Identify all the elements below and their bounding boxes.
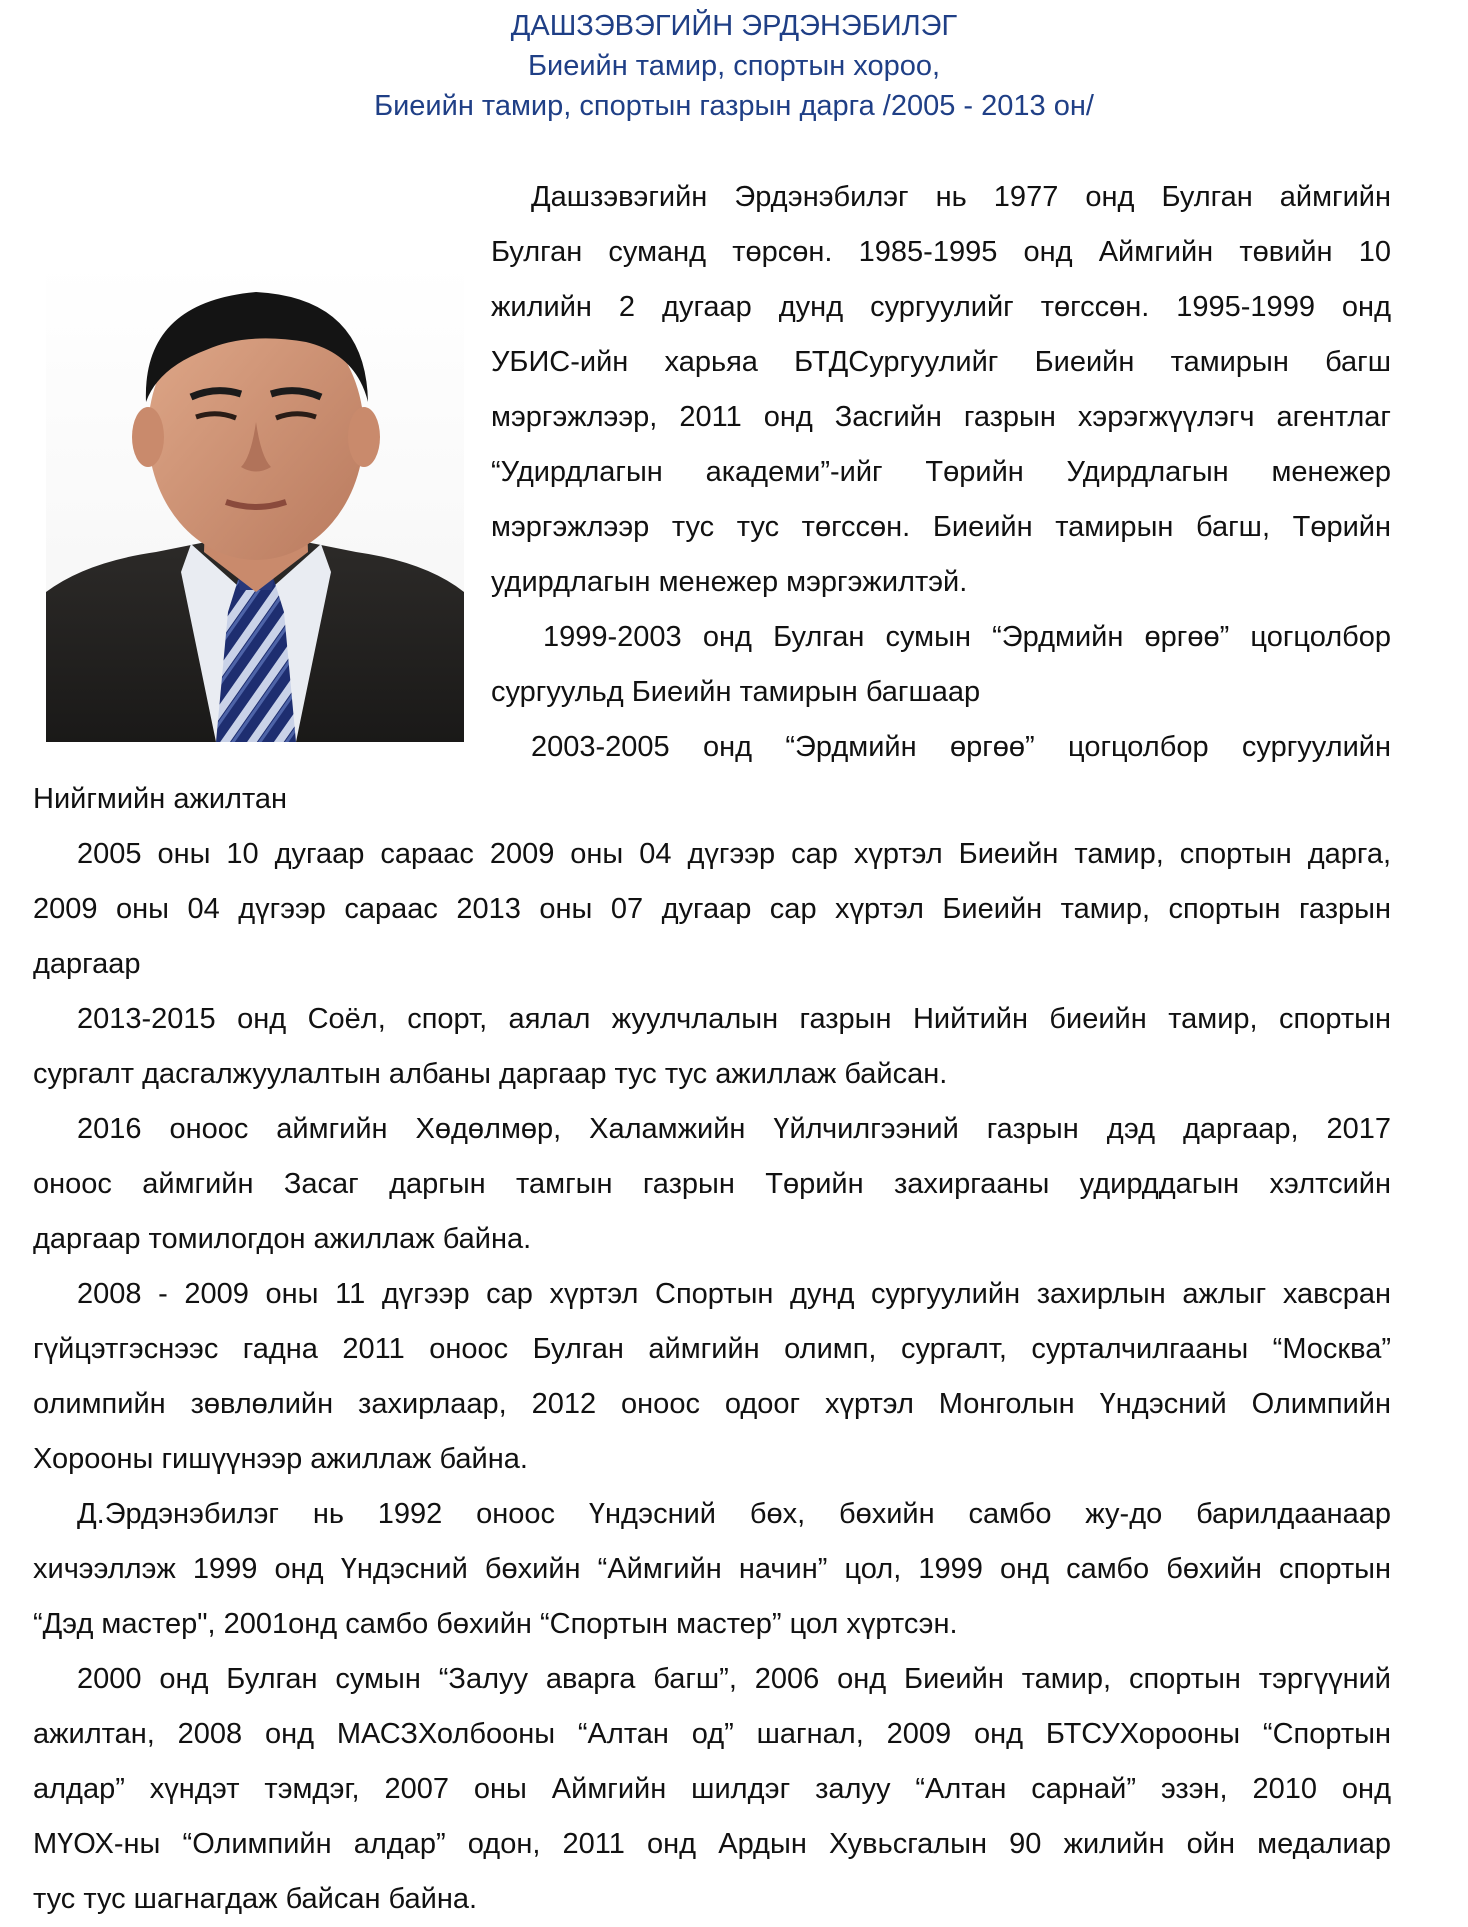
text-line: оноос аймгийн Засаг даргын тамгын газрын Төрийн захиргааны удирддагын хэлтсийн xyxy=(33,1168,1391,1200)
paragraph-olympic xyxy=(33,1267,1391,1487)
paragraph-wrestling xyxy=(33,1487,1391,1652)
text-line: “Удирдлагын академи”-ийг Төрийн Удирдлагын менежер xyxy=(491,456,1391,488)
paragraph-culture-sport xyxy=(33,992,1391,1102)
text-line: УБИС-ийн харьяа БТДСургуулийг Биеийн тамирын багш xyxy=(491,346,1391,378)
organization-title: Биеийн тамир, спортын хороо, xyxy=(527,50,941,82)
text-line: “Дэд мастер", 2001онд самбо бөхийн “Спортын мастер” цол хүртсэн. xyxy=(33,1608,958,1640)
paragraph-birth-education xyxy=(491,170,1391,610)
text-line: 2003-2005 онд “Эрдмийн өргөө” цогцолбор сургуулийн xyxy=(531,731,1391,763)
text-line: сургуульд Биеийн тамирын багшаар xyxy=(491,676,981,708)
text-line: 2009 оны 04 дүгээр сараас 2013 оны 07 дугаар сар хүртэл Биеийн тамир, спортын газрын xyxy=(33,893,1391,925)
text-line: ажилтан, 2008 онд МАСЗХолбооны “Алтан од” шагнал, 2009 онд БТСУХорооны “Спортын xyxy=(33,1718,1391,1750)
text-line: удирдлагын менежер мэргэжилтэй. xyxy=(491,566,968,598)
text-line: Булган суманд төрсөн. 1985-1995 онд Аймгийн төвийн 10 xyxy=(491,236,1391,268)
portrait-photo xyxy=(46,262,464,742)
text-line: Дашзэвэгийн Эрдэнэбилэг нь 1977 онд Булган аймгийн xyxy=(531,181,1391,213)
person-name: ДАШЗЭВЭГИЙН ЭРДЭНЭБИЛЭГ xyxy=(510,10,958,42)
paragraph-teacher xyxy=(491,610,1391,720)
paragraph-director xyxy=(33,827,1391,992)
text-line: хичээллэж 1999 онд Үндэсний бөхийн “Аймгийн начин” цол, 1999 онд самбо бөхийн спортын xyxy=(33,1553,1391,1585)
text-line: 2000 онд Булган сумын “Залуу аварга багш”, 2006 онд Биеийн тамир, спортын тэргүүний xyxy=(77,1663,1391,1695)
text-line: олимпийн зөвлөлийн захирлаар, 2012 оноос одоог хүртэл Монголын Үндэсний Олимпийн xyxy=(33,1388,1391,1420)
text-line: жилийн 2 дугаар дунд сургуулийг төгссөн. 1995-1999 онд xyxy=(491,291,1391,323)
text-line: 2016 оноос аймгийн Хөдөлмөр, Халамжийн Үйлчилгээний газрын дэд даргаар, 2017 xyxy=(77,1113,1391,1145)
text-line: 2005 оны 10 дугаар сараас 2009 оны 04 дүгээр сар хүртэл Биеийн тамир, спортын дарга, xyxy=(77,838,1391,870)
text-line: даргаар томилогдон ажиллаж байна. xyxy=(33,1223,532,1255)
text-line: Д.Эрдэнэбилэг нь 1992 оноос Үндэсний бөх, бөхийн самбо жу-до барилдаанаар xyxy=(77,1498,1391,1530)
intro-column xyxy=(491,170,1391,775)
paragraph-awards xyxy=(33,1652,1391,1927)
paragraph-social-worker-start xyxy=(491,720,1391,775)
text-line: мэргэжлээр, 2011 онд Засгийн газрын хэрэгжүүлэгч агентлаг xyxy=(491,401,1391,433)
text-line: МҮОХ-ны “Олимпийн алдар” одон, 2011 онд Ардын Хувьсгалын 90 жилийн ойн медалиар xyxy=(33,1828,1391,1860)
text-line: 2008 - 2009 оны 11 дүгээр сар хүртэл Спортын дунд сургуулийн захирлын ажлыг хавсран xyxy=(77,1278,1391,1310)
text-line: алдар” хүндэт тэмдэг, 2007 оны Аймгийн шилдэг залуу “Алтан сарнай” эзэн, 2010 онд xyxy=(33,1773,1391,1805)
position-title: Биеийн тамир, спортын газрын дарга /2005 - 2013 он/ xyxy=(374,90,1094,122)
paragraph-social-worker-end xyxy=(33,772,1391,827)
text-line: Нийгмийн ажилтан xyxy=(33,783,288,815)
main-column xyxy=(33,772,1391,1927)
text-line: гүйцэтгэснээс гадна 2011 оноос Булган аймгийн олимп, сургалт, сурталчилгааны “Москва” xyxy=(33,1333,1391,1365)
paragraph-labor-welfare xyxy=(33,1102,1391,1267)
document-header xyxy=(0,6,1468,126)
text-line: тус тус шагнагдаж байсан байна. xyxy=(33,1883,478,1915)
text-line: сургалт дасгалжуулалтын албаны даргаар тус тус ажиллаж байсан. xyxy=(33,1058,948,1090)
text-line: 2013-2015 онд Соёл, спорт, аялал жуулчлалын газрын Нийтийн биеийн тамир, спортын xyxy=(77,1003,1391,1035)
portrait-illustration xyxy=(46,262,464,742)
text-line: даргаар xyxy=(33,948,141,980)
text-line: Хорооны гишүүнээр ажиллаж байна. xyxy=(33,1443,528,1475)
text-line: 1999-2003 онд Булган сумын “Эрдмийн өргөө” цогцолбор xyxy=(543,621,1391,653)
text-line: мэргэжлээр тус тус төгссөн. Биеийн тамирын багш, Төрийн xyxy=(491,511,1391,543)
